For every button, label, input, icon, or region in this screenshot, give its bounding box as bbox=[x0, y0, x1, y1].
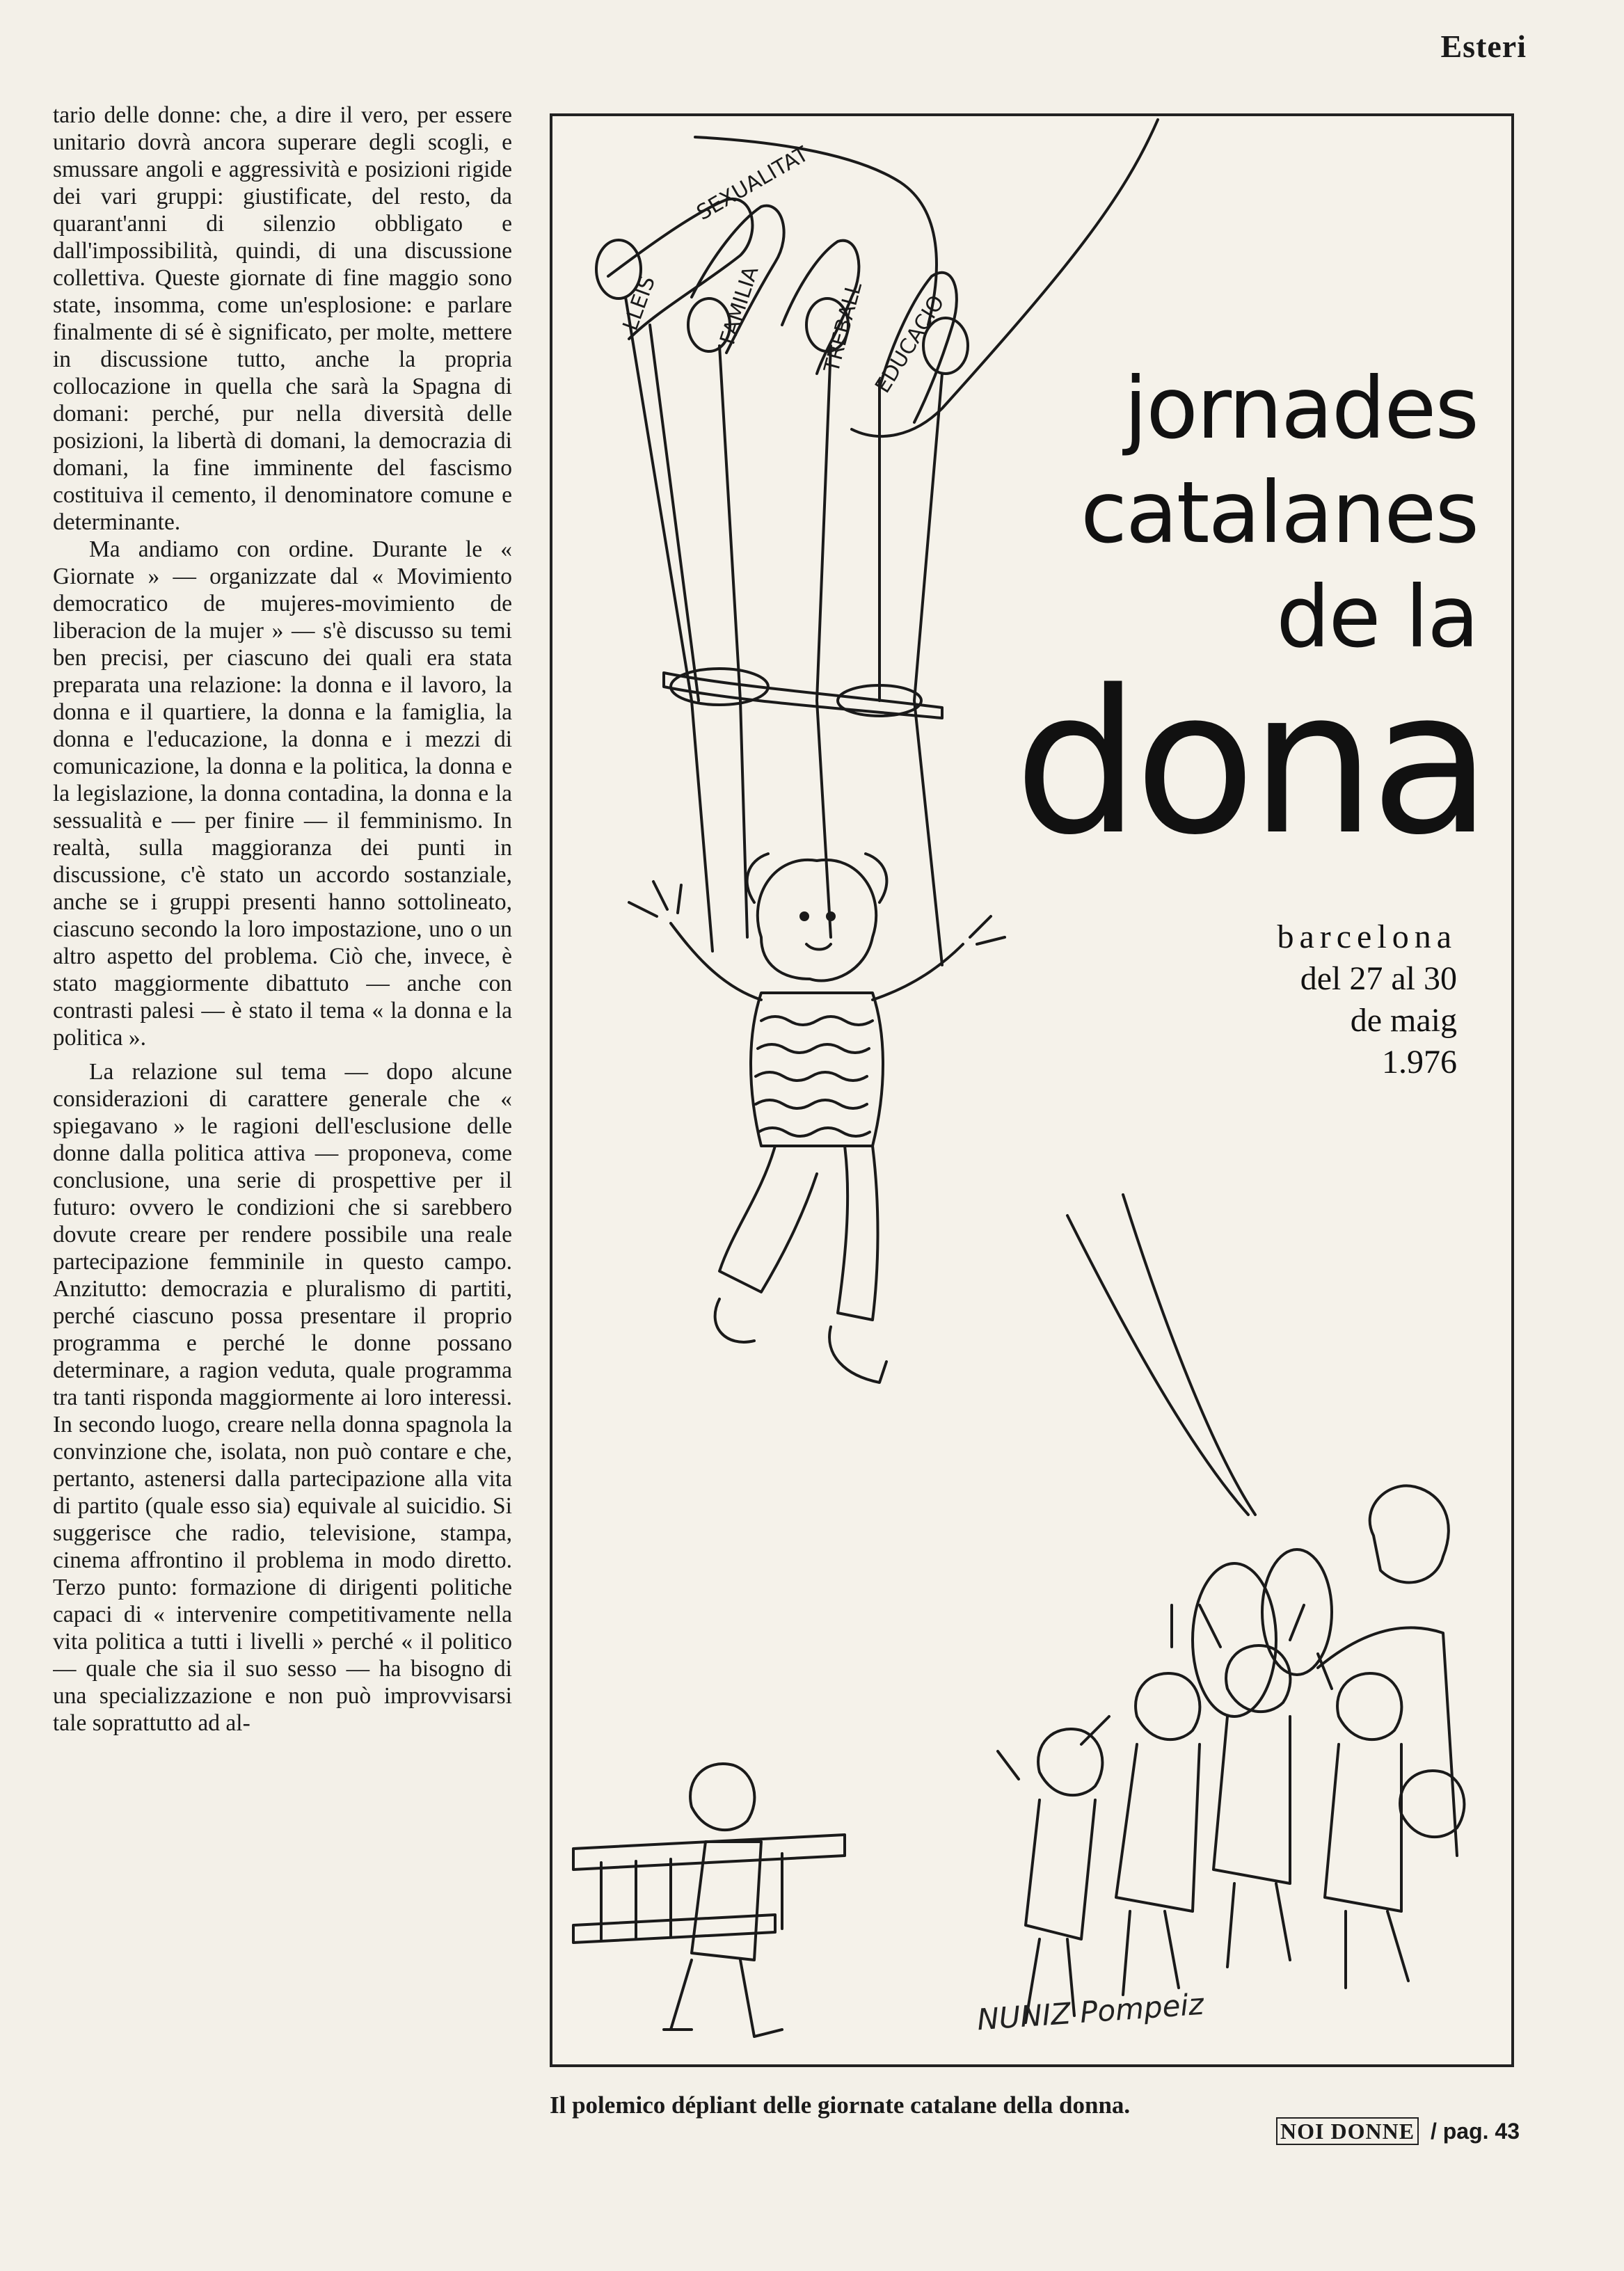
article-paragraph: Ma andiamo con ordine. Durante le « Giornate » — organizzate dal « Movimiento democratico de mujeres-movimiento de liberacion de la mujer » — s'è discusso su temi ben precisi, per ciascuno dei quali era stata preparata una relazione: la donna e il lavoro, la donna e il quartiere, la donna e la famiglia, la donna e l'educazione, la donna e i mezzi di comunicazione, la donna e la politica, la donna e la legislazione, la donna contadina, la donna e la sessualità e — per finire — il femminismo. In realtà, sulla maggioranza dei punti in discussione, c'è stato un accordo sostanziale, anche se i gruppi presenti hanno sottolineato, ciascuno secondo la loro impostazione, uno o un altro aspetto del problema. Ciò che, invece, è stato maggiormente dibattuto — anche con contrasti palesi — è stato il tema « la donna e la politica ». bbox=[53, 536, 512, 1051]
finger-word: FAMILIA bbox=[715, 263, 764, 348]
finger-word: LLEIS bbox=[618, 273, 660, 334]
artist-signature: NUNIZ Pompeiz bbox=[976, 1986, 1205, 2037]
page-number: pag. 43 bbox=[1442, 2119, 1520, 2144]
finger-word: TREBALL bbox=[819, 279, 868, 376]
finger-word: SEXUALITAT bbox=[692, 142, 813, 225]
poster-title-line: de la bbox=[1276, 568, 1478, 667]
article-paragraph: La relazione sul tema — dopo alcune considerazioni di carattere generale che « spiegavano » le ragioni dell'esclusione delle donne dalla politica attiva — proponeva, come conclusione, una serie di prospettive per il futuro: ovvero le condizioni che si sarebbero dovute creare per rendere possibile una reale partecipazione femminile in questo campo. Anzitutto: democrazia e pluralismo di partiti, perché ciascuno possa presentare il proprio programma e perché le donne possano determinare, a ragion veduta, quale programma tra tanti risponda maggiormente ai loro interessi. In secondo luogo, creare nella donna spagnola la convinzione che, isolata, non può contare e che, pertanto, astenersi dalla partecipazione alla vita di partito (quale esso sia) equivale al suicidio. Si suggerisce che radio, televisione, stampa, cinema affrontino il problema in modo diretto. Terzo punto: formazione di dirigenti politiche capaci di « intervenire competitivamente nella vita politica a tutti i livelli » perché « il politico — quale che sia il suo sesso — ha bisogno di una specializzazione e non può improvvisarsi tale soprattutto ad al- bbox=[53, 1059, 512, 1736]
poster-title-line: jornades bbox=[1124, 359, 1478, 458]
section-label: Esteri bbox=[1440, 29, 1527, 64]
figure-caption: Il polemico dépliant delle giornate catalane della donna. bbox=[550, 2091, 1131, 2119]
poster-dates: del 27 al 30 bbox=[1300, 960, 1457, 997]
poster-city: barcelona bbox=[1277, 918, 1457, 955]
article-column bbox=[53, 102, 512, 2154]
poster-event-info bbox=[1277, 916, 1457, 1083]
magazine-logo: NOI DONNE bbox=[1276, 2117, 1419, 2145]
page-footer bbox=[1276, 2119, 1520, 2144]
poster-year: 1.976 bbox=[1382, 1044, 1457, 1081]
poster-illustration bbox=[550, 113, 1514, 2067]
poster-title-big: dona bbox=[1014, 648, 1486, 879]
footer-separator: / bbox=[1430, 2119, 1437, 2144]
poster-title bbox=[1014, 356, 1486, 879]
finger-word: EDUCACIO bbox=[870, 291, 950, 398]
article-paragraph: tario delle donne: che, a dire il vero, per essere unitario dovrà ancora superare degli scogli, e smussare angoli e aggressività e posizioni rigide dei vari gruppi: giustificate, del resto, da quarant'anni di silenzio obbligato e dall'impossibilità, quindi, di una discussione collettiva. Queste giornate di fine maggio sono state, insomma, come un'esplosione: e parlare finalmente di sé è significato, per molte, mettere in discussione tutto, anche la propria collocazione in quella che sarà la Spagna di domani: perché, pur nella diversità delle posizioni, la libertà di domani, la democrazia di domani, la fine imminente del fascismo costituiva il cemento, il denominatore comune e determinante. bbox=[53, 102, 512, 535]
scissor-blade bbox=[1067, 1216, 1248, 1515]
ladder bbox=[573, 1835, 845, 1870]
puppet-head bbox=[758, 860, 876, 981]
poster-title-line: catalanes bbox=[1080, 463, 1478, 562]
poster-month: de maig bbox=[1350, 1002, 1457, 1039]
